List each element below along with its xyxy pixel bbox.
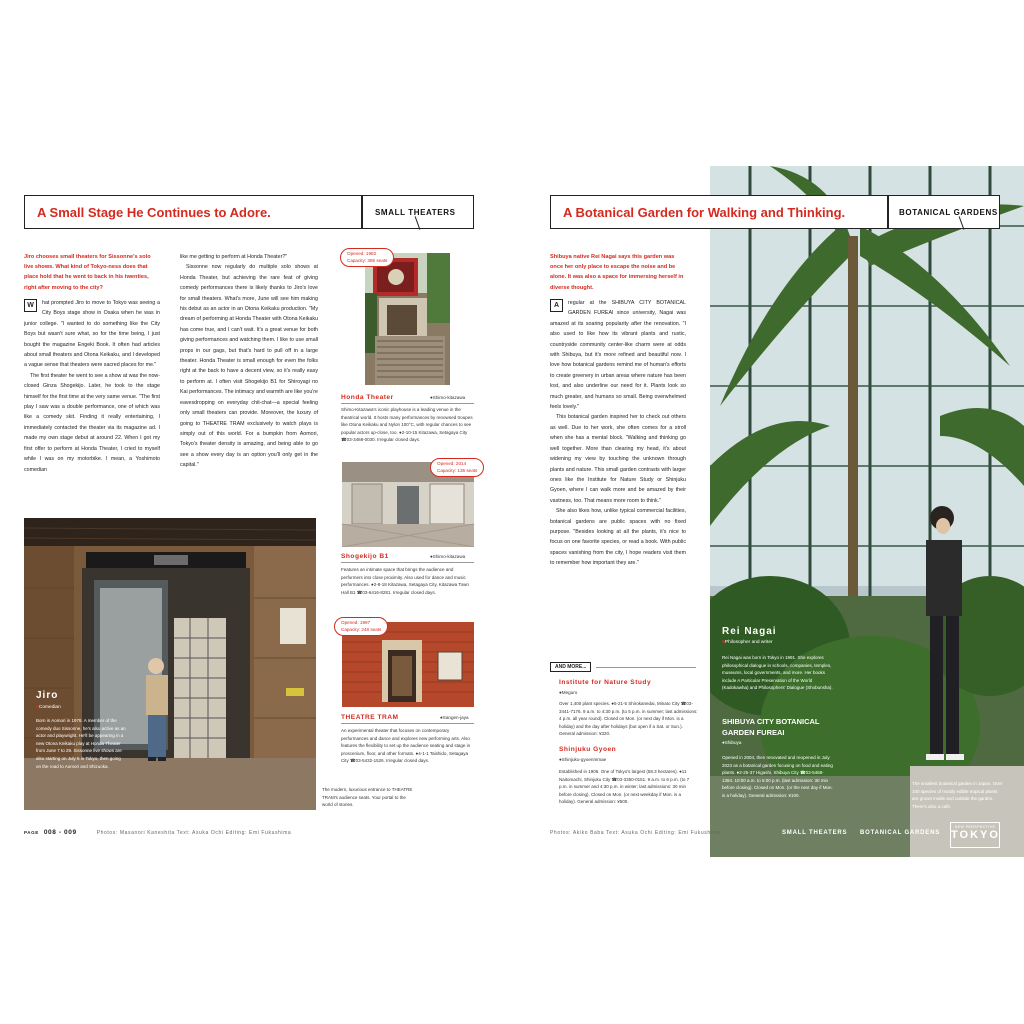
right-photo-caption: The smallest botanical garden in Japan. Over 100 species of mostly edible tropical plants are grown inside and outside the garden. There's also a café.: [912, 781, 1003, 809]
right-header-tick: [959, 216, 965, 229]
tram-opened: Opened: 1997: [341, 620, 371, 625]
shogekijo-bubble: [430, 458, 484, 477]
honda-theater-name: Honda Theater: [341, 394, 394, 401]
logo-top-text: NEW PERSPECTIVE: [954, 825, 996, 829]
shinjuku-name: Shinjuku Gyoen: [559, 746, 617, 753]
right-footer-credits: Photos: Akiko Baba Text: Asuka Ochi Editing: Emi Fukushima: [550, 830, 721, 836]
shinjuku-location: ●Shinjuku-gyoenmmae: [559, 757, 607, 762]
shogekijo-desc: Features an intimate space that brings the audience and performers into close proximity. Also used for dance and music performances. ●2-8-18 Kitazawa, Setagaya City, Kitazawa Town Hall B1 ☎03-6416-8281. Irregular closed days.: [341, 567, 469, 595]
left-header-divider: [361, 196, 363, 228]
shogekijo-divider: [341, 562, 474, 563]
footer-botanical-gardens: BOTANICAL GARDENS: [860, 830, 941, 836]
right-header-title: A Botanical Garden for Walking and Thinking.: [563, 205, 846, 220]
tokyo-logo: [950, 822, 1000, 848]
left-header-title: A Small Stage He Continues to Adore.: [37, 205, 271, 220]
left-column-2: [180, 252, 318, 471]
tram-capacity: Capacity: 248 seats: [341, 626, 382, 632]
rei-name: Rei Nagai: [722, 626, 777, 637]
rei-bio: Rei Nagai was born in Tokyo in 1991. She explores philosophical dialogue in schools, companies, temples, museums, local governments, and more. Her books include A Particular Preservation of the World (Kadokawha) and Philosophers' Dialogue (Shobunsha).: [722, 655, 833, 691]
left-col2-para-1: like me getting to perform at Honda Theater?": [180, 254, 288, 260]
page-label: PAGE: [24, 830, 39, 835]
rei-role-text: Philosopher and writer: [724, 640, 773, 645]
left-column-1: [24, 298, 160, 475]
and-more-label: AND MORE...: [550, 662, 591, 672]
jiro-role: [36, 705, 61, 710]
right-header: [550, 195, 1000, 229]
theatre-tram-bubble: [334, 617, 388, 636]
left-col1-para-2: The first theater he went to see a show at was the now-closed Ginza Shogekijo. Later, he took to the stage himself for the first time at the very same venue. "The first play I saw was a double performance, one of which was like a comedy skit. Finding it really entertaining, I immediately contacted the theater via its magazine ad. I made my own stage debut at around 22. When I got my first offer to perform at Honda Theater, I cried to myself while I was on my motorbike. I mean, a Yoshimoto comedian: [24, 372, 160, 473]
left-col1-para-1: hat prompted Jiro to move to Tokyo was seeing a City Boys stage show in Osaka when he was in junior college. "I wanted to do something like the City Boys but wasn't sure what, so for the time being, I just bought the magazine Engeki Book. It often had articles about small theaters and Otona Keikaku, and I developed a vague sense that theaters were sacred places for me.": [24, 300, 160, 369]
right-body-para-3: She also likes how, unlike typical commercial facilities, botanical gardens are public spaces with no fixed purpose. "Besides looking at all the plants, it's nice to focus on one favorite species, or read a book. With public spaces vanishing from the city, I hope readers visit them to remember how important they are.": [550, 508, 686, 567]
right-page: [512, 0, 1024, 1024]
left-col2-para-2: Sissonne now regularly do multiple solo shows at Honda Theater, but achieving the rare feat of giving comedy performances there is likely thanks to Jiro's love for small theaters. What's more, June will see him making his debut as an actor in an Otona Keikaku production. "My dream of performing at Honda Theater with Otona Keikaku has come true, and I can't wait. It's a great venue for both giving performances and watching them. I like to use small props in our gags, but that's hard to pull off in a large theater. Honda Theater is small enough for even the folks right at the back to have a decent view, so it's really easy to perform at. I often visit Shogekijo B1 for Shiroyagi no Kai performances. The intimacy and warmth are like you're eavesdropping on everyday chit-chat—a special feeling only small theaters can provide. Moreover, the luxury of going to THEATRE TRAM exclusively to watch plays is simply out of this world. For a bumpkin from Aomori, Tokyo's theater density is amazing, and being able to go see a show every day is an option you'll only get in the capital.": [180, 264, 318, 469]
right-lead: Shibuya native Rei Nagai says this garden was once her only place to escape the noise and be alone. It was also a space for immersing herself in diverse thought.: [550, 254, 684, 291]
tram-divider: [341, 723, 474, 724]
institute-desc: Over 1,400 plant species. ●5-21-5 Shirokanedai, Minato City ☎03-3441-7176. 9 a.m. to 4:30 p.m. (to 5 p.m. in summer; last admissions: 4 p.m. all year round). Closed on Mon. (or next day if Mon. is a holiday) and the day after holidays (but open if a Sat. or Sun.). General admission: ¥320.: [559, 701, 698, 737]
right-body-para-1: regular at the SHIBUYA CITY BOTANICAL GARDEN FUREAI since university, Nagai was amazed at its soaring popularity after the renovation. "I also used to like how its vibrant plants and rustic, countryside community center-like charm were at odds with Shibuya, but it's more refined and beautiful now. I love how botanical gardens remind me of human's efforts to create greenery in urban areas where nature has been lost, and also underline our need for it. Plants look so much greater, and humans so small. Being overwhelmed feels lovely.": [550, 300, 686, 411]
honda-divider: [341, 403, 474, 404]
right-body-para-2: This botanical garden inspired her to check out others as well. Due to her work, she often comes for a stroll when she has a mental block. "Walking and thinking go well together. More than clearing my head, it's about widening my view by touching the unknown through plants and nature. This small garden contrasts with larger ones like the Institute for Nature Study or Shinjuku Gyoen, where I can walk more and be amazed by their vastness, too. That means more room to think.": [550, 414, 686, 504]
left-photo-caption: The modern, luxurious entrance to THEATRE TRAM's audience seats. Your portal to the world of stories.: [322, 787, 413, 808]
left-footer: [24, 829, 291, 836]
garden-desc: Opened in 2004, then renovated and reopened in July 2023 as a botanical garden focusing on food and eating plants. ●2-25-37 Higashi, Shibuya City ☎03-5468-1384. 10:00 a.m. to 5:00 p.m. (last admission: 30 min before closing). Closed on Mon. (or the next day if Mon. is a holiday). General admission: ¥100.: [722, 755, 833, 798]
right-body: [550, 298, 686, 569]
shogekijo-name: Shogekijo B1: [341, 553, 389, 560]
left-header: [24, 195, 474, 229]
institute-name: Institute for Nature Study: [559, 679, 652, 686]
footer-small-theaters: SMALL THEATERS: [782, 830, 848, 836]
honda-theater-bubble: [340, 248, 394, 267]
garden-location: ●Shibuya: [722, 740, 742, 745]
honda-capacity: Capacity: 386 seats: [347, 257, 388, 263]
left-lead: Jiro chooses small theaters for Sissonne's solo live shows. What kind of Tokyo-ness does that place hold that he went to back in his twenties, right after moving to the city?: [24, 254, 151, 291]
jiro-role-dot: ■: [36, 705, 39, 710]
shogekijo-capacity: Capacity: 135 seats: [437, 467, 478, 473]
left-dropcap: W: [24, 299, 37, 312]
left-header-tick: [415, 216, 421, 229]
right-header-tag: BOTANICAL GARDENS: [899, 208, 998, 217]
left-header-tag: SMALL THEATERS: [375, 208, 456, 217]
rei-role: [722, 640, 773, 645]
garden-name: SHIBUYA CITY BOTANICAL GARDEN FUREAI: [722, 717, 820, 737]
institute-location: ●Meguro: [559, 690, 578, 695]
left-footer-credits: Photos: Masanori Kaneshita Text: Asuka Ochi Editing: Emi Fukushima: [96, 830, 292, 836]
shogekijo-location: ●Shimo-kitazawa: [430, 554, 466, 559]
right-dropcap: A: [550, 299, 563, 312]
theatre-tram-desc: An experimental theater that focuses on contemporary performances and dance and explores new performing arts. Also features the flexibility to set up the audience seating and stage in proscenium, floor, and other formats. ●4-1-1 Taishido, Setagaya City ☎03-5432-1526. Irregular closed days.: [341, 728, 471, 764]
shogekijo-opened: Opened: 2014: [437, 461, 467, 466]
theatre-tram-name: THEATRE TRAM: [341, 714, 399, 721]
honda-opened: Opened: 1982: [347, 251, 377, 256]
right-header-divider: [887, 196, 889, 228]
logo-main-text: TOKYO: [951, 829, 1000, 841]
theatre-tram-location: ●Sangen-jaya: [440, 715, 469, 720]
shinjuku-desc: Established in 1906. One of Tokyo's largest (58.3 hectares). ●11 Naitomachi, Shinjuku City ☎03-3350-0151. 9 a.m. to 6 p.m. (to 7 p.m. in summer and 4:30 p.m. in winter; last admissions: 30 min before closing). Closed on Mon. (or next weekday if Mon. is a holiday). General admission: ¥500.: [559, 769, 690, 805]
and-more-line: [596, 667, 696, 668]
jiro-bio: Born in Aomori in 1978. A member of the comedy duo Sissonne, he's also active as an actor and playwright. He'll be appearing in a new Otona Keikaku play at Honda Theater from June 7 to 29. Sissonne live shows are also starting on July 5 in Tokyo, then going on the road to Aomori and Shizuoka.: [36, 718, 126, 769]
rei-role-dot: ■: [722, 640, 725, 645]
jiro-name: Jiro: [36, 690, 59, 701]
honda-theater-desc: Shimo-Kitazawa's iconic playhouse is a leading venue in the theatrical world. It hosts many performances by renowned troupes like Otona Keikaku and Nylon 100°C, with regular chances to see popular actors up-close, too. ●2-10-15 Kitazawa, Setagaya City ☎03-3468-0030. Irregular closed days.: [341, 407, 473, 443]
honda-theater-location: ●Shimo-kitazawa: [430, 395, 466, 400]
honda-theater-photo: [365, 253, 450, 385]
page-number: 008 - 009: [43, 829, 77, 836]
jiro-role-text: Comedian: [38, 705, 61, 710]
